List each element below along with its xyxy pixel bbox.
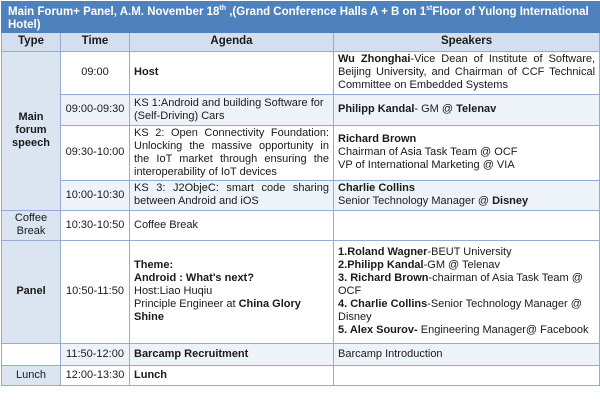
table-title-row [2, 2, 600, 33]
speaker-cell: Philipp Kandal- GM @ Telenav [334, 94, 600, 125]
type-lunch: Lunch [2, 365, 61, 385]
table-row [2, 240, 600, 343]
agenda-cell: Coffee Break [130, 210, 334, 240]
agenda-cell: KS 1:Android and building Software for (Self-Driving) Cars [130, 94, 334, 125]
speaker-cell: Wu Zhonghai-Vice Dean of Institute of Software, Beijing University, and Chairman of CCF Technical Committee on Embedded Systems [334, 51, 600, 94]
col-agenda: Agenda [130, 32, 334, 51]
table-row [2, 180, 600, 210]
col-time: Time [61, 32, 130, 51]
speaker-cell: Richard Brown Chairman of Asia Task Team @ OCF VP of International Marketing @ VIA [334, 125, 600, 180]
speaker-cell [334, 365, 600, 385]
time-cell: 09:00-09:30 [61, 94, 130, 125]
type-panel: Panel [2, 240, 61, 343]
time-cell: 11:50-12:00 [61, 343, 130, 365]
agenda-cell: Theme: Android : What's next? Host:Liao Huqiu Principle Engineer at China Glory Shine [130, 240, 334, 343]
table-row [2, 210, 600, 240]
table-row [2, 94, 600, 125]
table-row [2, 51, 600, 94]
agenda-cell: KS 3: J2ObjeC: smart code sharing between Android and iOS [130, 180, 334, 210]
schedule-table [1, 1, 600, 386]
speaker-cell: Barcamp Introduction [334, 343, 600, 365]
time-cell: 10:00-10:30 [61, 180, 130, 210]
schedule [1, 1, 599, 400]
type-empty [2, 343, 61, 365]
speaker-cell: 1.Roland Wagner-BEUT University 2.Philipp Kandal-GM @ Telenav 3. Richard Brown-chairman of Asia Task Team @ OCF 4. Charlie Collins-Senior Technology Manager @ Disney 5. Alex Sourov- Engineering Manager@ Facebook [334, 240, 600, 343]
time-cell: 09:00 [61, 51, 130, 94]
col-type: Type [2, 32, 61, 51]
agenda-cell: Barcamp Recruitment [130, 343, 334, 365]
agenda-cell: Host [130, 51, 334, 94]
speaker-cell: Charlie Collins Senior Technology Manager @ Disney [334, 180, 600, 210]
time-cell: 10:30-10:50 [61, 210, 130, 240]
time-cell: 12:00-13:30 [61, 365, 130, 385]
table-row [2, 365, 600, 385]
table-row [2, 343, 600, 365]
agenda-cell: KS 2: Open Connectivity Foundation: Unlocking the massive opportunity in the IoT market through ensuring the interoperability of IoT devices [130, 125, 334, 180]
col-speakers: Speakers [334, 32, 600, 51]
table-title: Main Forum+ Panel, A.M. November 18th ,(Grand Conference Halls A + B on 1stFloor of Yulong International Hotel) [2, 2, 600, 33]
speaker-cell [334, 210, 600, 240]
table-row [2, 125, 600, 180]
time-cell: 09:30-10:00 [61, 125, 130, 180]
time-cell: 10:50-11:50 [61, 240, 130, 343]
header-row [2, 32, 600, 51]
type-main-forum: Main forum speech [2, 51, 61, 210]
agenda-cell: Lunch [130, 365, 334, 385]
type-coffee-break: Coffee Break [2, 210, 61, 240]
